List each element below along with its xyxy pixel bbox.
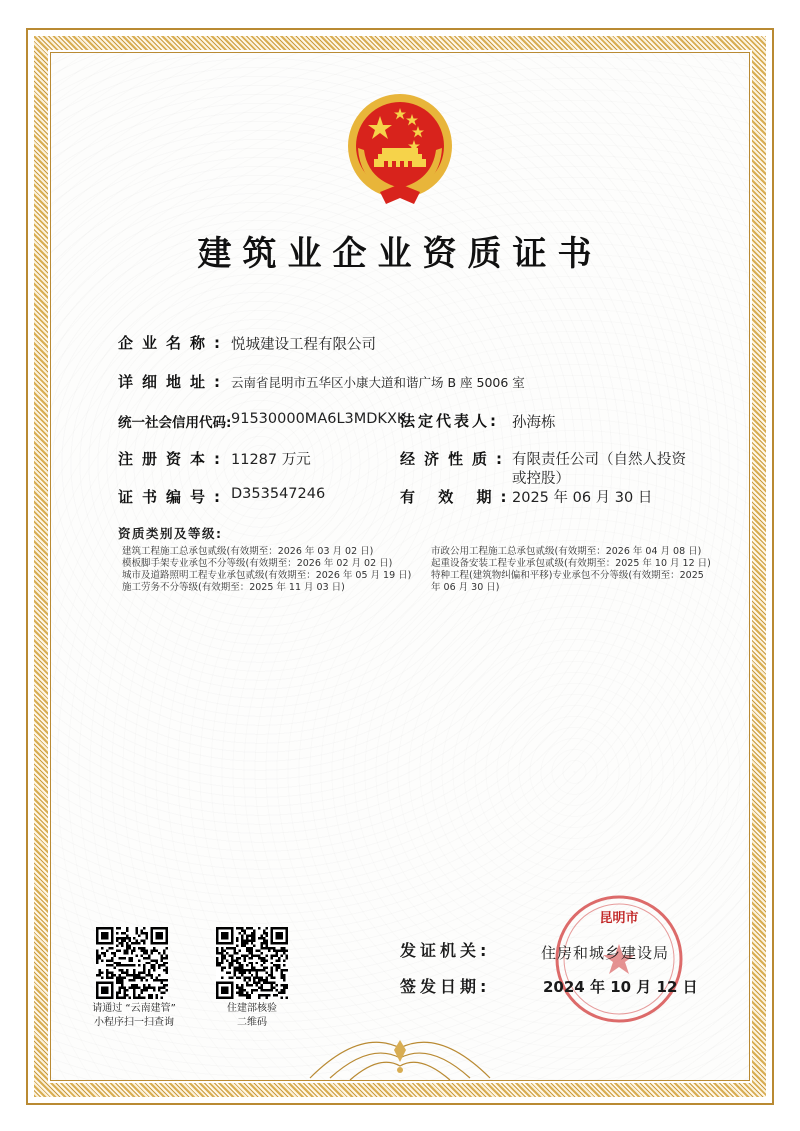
capital-label: 注册资本: [118,450,229,468]
authority-label: 发证机关: [400,941,491,960]
nature-label: 经济性质: [400,450,511,468]
qr-code-icon[interactable] [216,927,288,999]
company-name-value: 悦城建设工程有限公司 [231,337,376,353]
cert-no-value: D353547246 [231,486,326,502]
qualification-item: 城市及道路照明工程专业承包贰级(有效期至：2026 年 05 月 19 日) [122,570,412,581]
qr-caption-2 [204,1002,300,1030]
qr-caption-line: 住建部核验 [227,1003,277,1014]
address-label: 详细地址: [118,373,229,391]
nature-value-line1: 有限责任公司（自然人投资 [512,452,686,468]
issue-date-label: 签发日期: [400,977,491,996]
bottom-ornament-icon [300,1018,500,1086]
nature-value-line2: 或控股） [512,471,570,487]
validity-value: 2025 年 06 月 30 日 [512,490,653,506]
qualification-item: 市政公用工程施工总承包贰级(有效期至：2026 年 04 月 08 日) [431,546,702,557]
qualification-item: 特种工程(建筑物纠偏和平移)专业承包不分等级(有效期至：2025 [431,570,704,581]
qualifications-heading: 资质类别及等级: [118,526,223,541]
capital-value: 11287 万元 [231,452,311,468]
address-value: 云南省昆明市五华区小康大道和谐广场 B 座 5006 室 [231,375,525,390]
qualifications-right [431,546,711,594]
legal-rep-label: 法定代表人: [400,412,499,430]
qualification-item: 年 06 月 30 日) [431,582,500,593]
certificate-title: 建筑业企业资质证书 [197,234,603,274]
legal-rep-value: 孙海栋 [512,415,556,431]
seal-text: 昆明市 [599,911,639,926]
qr-caption-line: 二维码 [237,1017,267,1028]
qualification-item: 施工劳务不分等级(有效期至：2025 年 11 月 03 日) [122,582,345,593]
credit-code-value: 91530000MA6L3MDKXK [231,411,407,427]
qr-caption-line: 请通过 “云南建管” [92,1003,176,1014]
credit-code-label: 统一社会信用代码: [118,415,232,431]
qualification-item: 建筑工程施工总承包贰级(有效期至：2026 年 03 月 02 日) [122,546,374,557]
qr-code-icon[interactable] [96,927,168,999]
qr-caption-line: 小程序扫一扫查询 [94,1017,174,1028]
qr-caption-1 [82,1002,186,1030]
qualification-item: 模板脚手架专业承包不分等级(有效期至：2026 年 02 月 02 日) [122,558,393,569]
qualifications-left [122,546,411,594]
company-name-label: 企业名称: [118,334,229,352]
issue-date-value: 2024 年 10 月 12 日 [543,978,698,996]
national-emblem-icon [340,88,460,208]
cert-no-label: 证书编号: [118,488,229,506]
validity-label: 有 效 期: [400,488,516,506]
authority-value: 住房和城乡建设局 [541,944,670,962]
qualification-item: 起重设备安装工程专业承包贰级(有效期至：2025 年 10 月 12 日) [431,558,711,569]
